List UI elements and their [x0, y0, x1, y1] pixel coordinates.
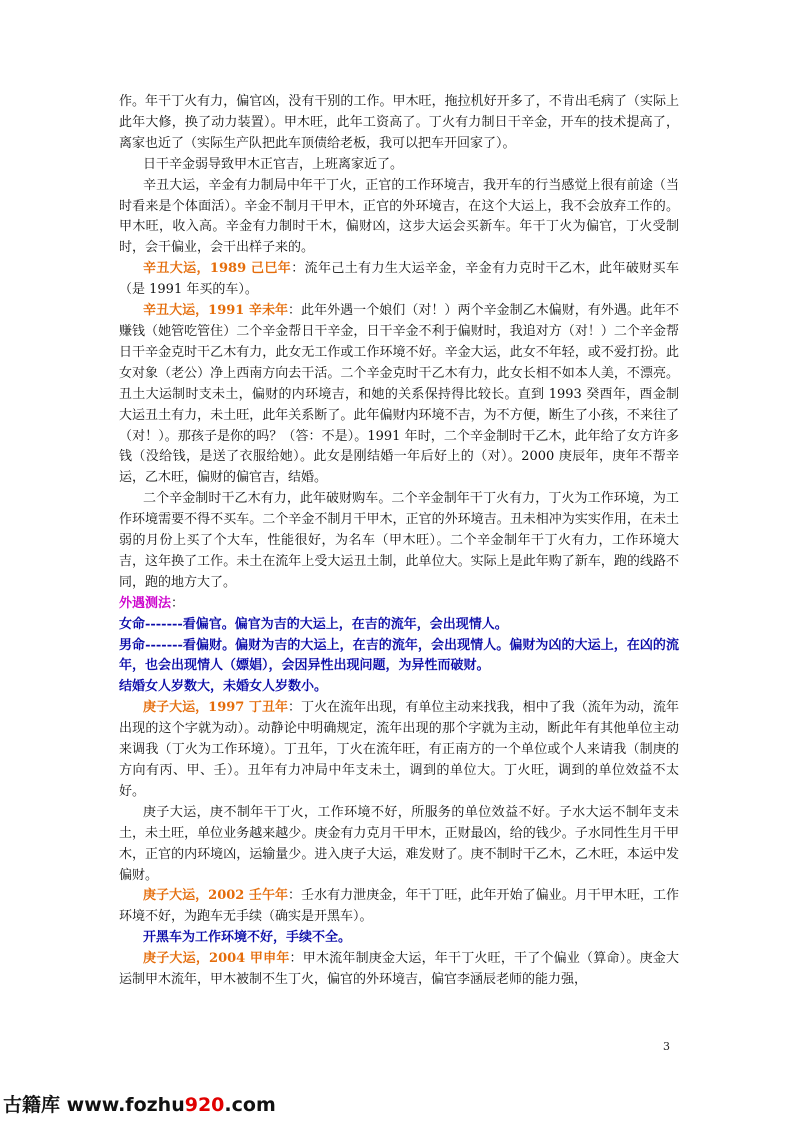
rule-line: 结婚女人岁数大，未婚女人岁数小。: [119, 679, 328, 695]
section-heading: 庚子大运，2002 壬午年: [143, 888, 289, 904]
page-body: [119, 92, 679, 991]
paragraph-text: ：此年外遇一个娘们（对！）两个辛金制乙木偏财，有外遇。此年不赚钱（她管吃管住）二个辛金帮日干辛金，日干辛金不利于偏财时，我追对方（对！）二个辛金帮日干辛金克时干乙木有力，此女无工作或工作环境不好。辛金大运，此女不年轻，或不爱打扮。此女对象（老公）净上西南方向去干活。二个辛金克时干乙木有力，此女长相不如本人美，不漂亮。丑土大运制时支未土，偏财的内环境吉，和她的关系保持得比较长。直到 1993 癸酉年，酉金制大运丑土有力，未土旺，此年关系断了。此年偏财内环境不吉，为不方便，断生了小孩，不来往了（对！）。那孩子是你的吗？（答：不是）。1991 年时，二个辛金制时干乙木，此年给了女方许多钱（没给钱，是送了衣服给她）。此女是刚结婚一年后好上的（对）。2000 庚辰年，庚年不帮辛运，乙木旺，偏财的偏官吉，结婚。: [119, 303, 679, 486]
paragraph: 作。年干丁火有力，偏官凶，没有干别的工作。甲木旺，拖拉机好开多了，不肯出毛病了（实际上此年大修，换了动力装置）。甲木旺，此年工资高了。丁火有力制日干辛金，开车的技术提高了，离家也近了（实际生产队把此车顶债给老板，我可以把车开回家了）。: [119, 94, 679, 151]
site-name: 古籍库: [3, 1094, 61, 1116]
paragraph-text: ：丁火在流年出现，有单位主动来找我，相中了我（流年为动，流年出现的这个字就为动）。动静论中明确规定，流年出现的那个字就为主动，断此年有其他单位主动来调我（丁火为工作环境）。丁丑年，丁火在流年旺，有正南方的一个单位或个人来请我（制庚的方向有丙、甲、壬）。丑年有力冲局中年支未土，调到的单位大。丁火旺，调到的单位效益不太好。: [119, 700, 679, 799]
site-url-suffix: .com: [224, 1094, 276, 1116]
paragraph-text: ：壬水有力泄庚金，年干丁旺，此年开始了偏业。月干甲木旺，工作环境不好，为跑车无手续（确实是开黑车）。: [119, 888, 679, 925]
site-url-number: 920: [184, 1094, 225, 1116]
waiyu-heading: 外遇测法: [119, 595, 172, 611]
site-watermark: [3, 1090, 276, 1117]
heading-colon: ：: [171, 595, 185, 611]
section-heading: 庚子大运，2004 甲申年: [143, 951, 290, 967]
paragraph: [119, 698, 679, 803]
section-heading: 庚子大运，1997 丁丑年: [143, 700, 289, 716]
paragraph: [119, 259, 679, 301]
rule-line: 女命-------看偏官。偏官为吉的大运上，在吉的流年，会出现情人。: [119, 616, 508, 632]
site-url-prefix: www.fozhu: [66, 1094, 185, 1116]
rule-line: 开黑车为工作环境不好，手续不全。: [143, 930, 352, 946]
paragraph: 庚子大运，庚不制年干丁火，工作环境不好，所服务的单位效益不好。子水大运不制年支未土，未土旺，单位业务越来越少。庚金有力克月干甲木，正财最凶，给的钱少。子水同性生月干甲木，正官的内环境凶，运输量少。进入庚子大运，难发财了。庚不制时干乙木，乙木旺，本运中发偏财。: [119, 804, 679, 883]
rule-line: 男命-------看偏财。偏财为吉的大运上，在吉的流年，会出现情人。偏财为凶的大运上，在凶的流年，也会出现情人（嫖娼），会因异性出现问题，为异性而破财。: [119, 637, 679, 674]
section-heading: 辛丑大运，1991 辛未年: [143, 303, 289, 319]
page-number: 3: [663, 1040, 670, 1053]
paragraph: 日干辛金弱导致甲木正官吉，上班离家近了。: [143, 156, 404, 172]
paragraph: [119, 301, 679, 489]
paragraph: 辛丑大运，辛金有力制局中年干丁火，正官的工作环境吉，我开车的行当感觉上很有前途（当时看来是个体面活）。辛金不制月干甲木，正官的外环境吉，在这个大运上，我不会放弃工作的。甲木旺，收入高。辛金有力制时干木，偏财凶，这步大运会买新车。年干丁火为偏官，丁火受制时，会干偏业，会干出样子来的。: [119, 177, 679, 256]
subsection-heading: [119, 594, 679, 615]
paragraph: [119, 949, 679, 991]
paragraph: [119, 886, 679, 928]
paragraph-text: ：甲木流年制庚金大运，年干丁火旺，干了个偏业（算命）。庚金大运制甲木流年，甲木被制不生丁火，偏官的外环境吉，偏官李涵辰老师的能力强，: [119, 951, 679, 988]
section-heading: 辛丑大运，1989 己巳年: [143, 261, 292, 277]
paragraph: 二个辛金制时干乙木有力，此年破财购车。二个辛金制年干丁火有力，丁火为工作环境，为工作环境需要不得不买车。二个辛金不制月干甲木，正官的外环境吉。丑未相冲为实实作用，在未土弱的月份上买了个大车，性能很好，为名车（甲木旺）。二个辛金制年干丁火有力，工作环境大吉，这年换了工作。未土在流年上受大运丑土制，此单位大。实际上是此年购了新车，跑的线路不同，跑的地方大了。: [119, 491, 679, 590]
paragraph-text: ：流年己土有力生大运辛金，辛金有力克时干乙木，此年破财买车（是 1991 年买的车）。: [119, 261, 679, 298]
